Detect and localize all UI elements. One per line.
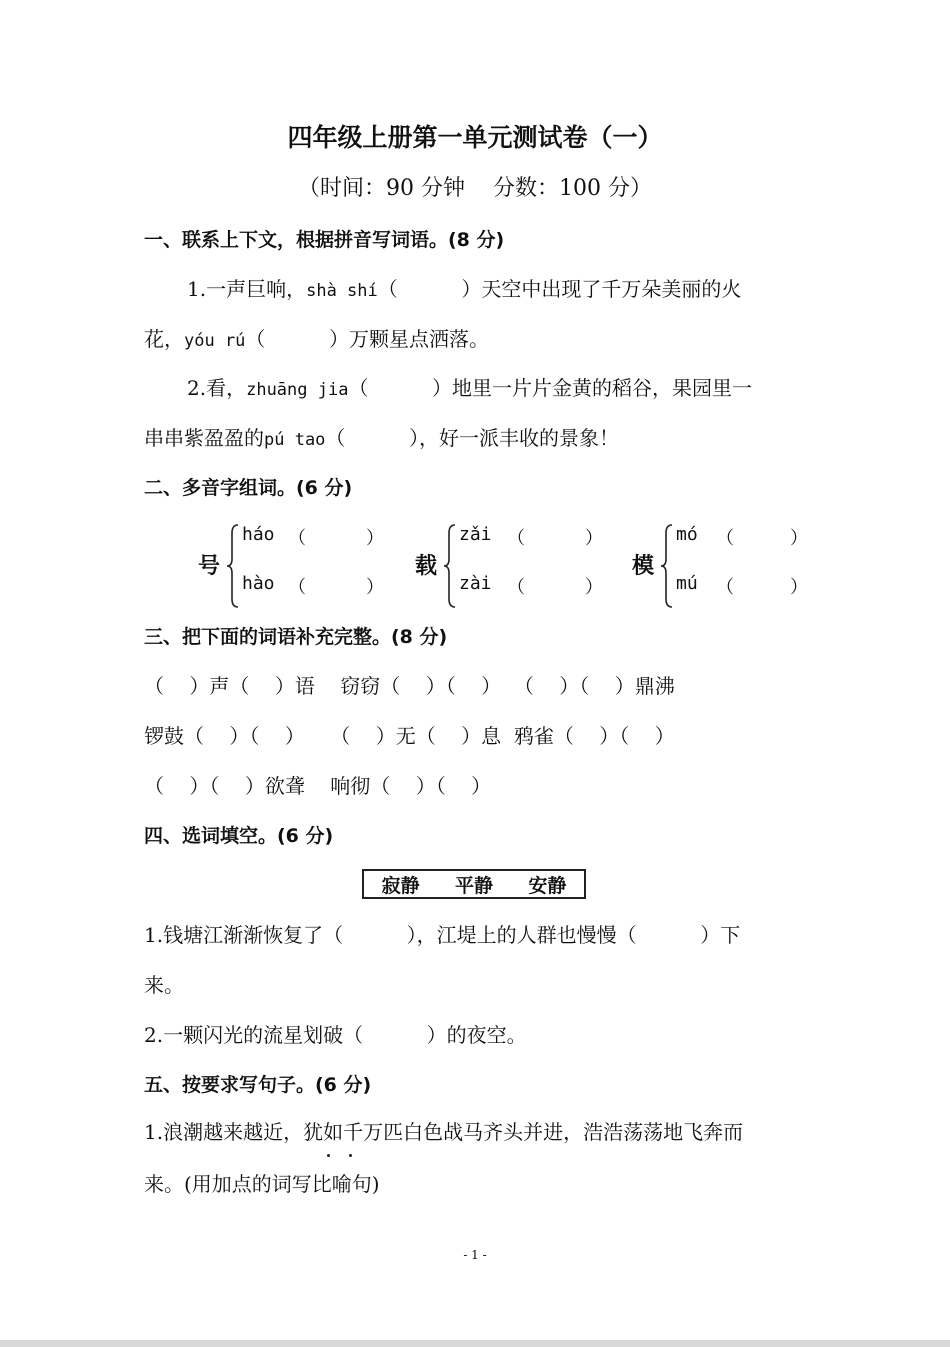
pinyin-zhuangjia: zhuāng jia [246, 380, 349, 400]
viewer-bottom-bar [0, 1340, 950, 1347]
section4-heading: 四、选词填空。(6 分) [144, 825, 334, 847]
polyphone-char: 载 [415, 554, 438, 579]
s4-q1-line2: 来。 [144, 973, 184, 997]
pinyin-putao: pú tao [264, 430, 326, 450]
section1-heading: 一、联系上下文，根据拼音写词语。(8 分) [144, 229, 505, 251]
s1-line4: 串串紫盈盈的pú tao（ ），好一派丰收的景象！ [144, 426, 619, 450]
word-choice: 寂静 [381, 874, 420, 897]
brace-icon [660, 523, 674, 609]
reading-2: zài [459, 573, 492, 594]
reading-2: mú [676, 573, 698, 594]
word-choice: 平静 [454, 874, 493, 897]
page-title: 四年级上册第一单元测试卷（一） [287, 123, 663, 152]
pinyin-shashi: shà shí [306, 281, 378, 301]
page-number: - 1 - [463, 1248, 487, 1262]
s1-line1: 1.一声巨响，shà shí（ ）天空中出现了千万朵美丽的火 [187, 277, 742, 301]
emphasis-dot [349, 1154, 352, 1157]
s3-line3: （ ）（ ）欲聋 响彻（ ）（ ） [144, 774, 492, 798]
polyphone-char: 模 [632, 554, 655, 579]
emphasis-dot [327, 1154, 330, 1157]
word-choice-box [362, 869, 586, 899]
brace-icon [443, 523, 457, 609]
worksheet-page: 四年级上册第一单元测试卷（一） （时间：90 分钟 分数：100 分） 一、联系上下文，根据拼音写词语。(8 分) 1.一声巨响，shà shí（ ）天空中出现了千万朵美丽的火 花，yóu rú（ ）万颗星点洒落。 2.看，zhuāng jia（ ）地里一片片金黄的稻谷，果园里一 串串紫盈盈的pú tao（ ），好一派丰收的景象！ 二、多音字组词。(6 分) 号 háo hào （ ） （ ） 载 zǎi zài （ ） （ ） 模 mó mú （ ） （ ） 三、把下面的词语补充完整。(8 分) （ ）声（ ）语 窃窃（ ）（ ） （ ）（ ）鼎沸 锣鼓（ ）（ ） （ ）无（ ）息 鸦雀（ ）（ ） （ ）（ ）欲聋 响彻（ ）（ ） 四、选词填空。(6 分) 寂静 平静 安静 1.钱塘江渐渐恢复了（ ），江堤上的人群也慢慢（ ）下 来。 2.一颗闪光的流星划破（ ）的夜空。 五、按要求写句子。(6 分) 1.浪潮越来越近，犹如千万匹白色战马齐头并进，浩浩荡荡地飞奔而 来。(用加点的词写比喻句) - 1 - [0, 0, 950, 1340]
s4-q1-line1: 1.钱塘江渐渐恢复了（ ），江堤上的人群也慢慢（ ）下 [144, 923, 741, 947]
reading-1: mó [676, 524, 698, 545]
page-subtitle: （时间：90 分钟 分数：100 分） [298, 176, 652, 201]
s3-line1: （ ）声（ ）语 窃窃（ ）（ ） （ ）（ ）鼎沸 [144, 674, 675, 698]
reading-2: hào [242, 573, 275, 594]
reading-1: háo [242, 524, 275, 545]
reading-1: zǎi [459, 524, 492, 545]
brace-icon [226, 523, 240, 609]
s5-q1-line2: 来。(用加点的词写比喻句) [144, 1172, 380, 1196]
section5-heading: 五、按要求写句子。(6 分) [144, 1074, 372, 1096]
s4-q2: 2.一颗闪光的流星划破（ ）的夜空。 [144, 1023, 527, 1047]
section2-heading: 二、多音字组词。(6 分) [144, 477, 353, 499]
word-choice: 安静 [528, 874, 567, 897]
pinyin-youru: yóu rú [184, 331, 246, 351]
polyphone-char: 号 [198, 554, 221, 579]
s5-q1-line1: 1.浪潮越来越近，犹如千万匹白色战马齐头并进，浩浩荡荡地飞奔而 [144, 1120, 744, 1144]
s1-line2: 花，yóu rú（ ）万颗星点洒落。 [144, 327, 489, 351]
section3-heading: 三、把下面的词语补充完整。(8 分) [144, 626, 448, 648]
s1-line3: 2.看，zhuāng jia（ ）地里一片片金黄的稻谷，果园里一 [187, 376, 753, 400]
s3-line2: 锣鼓（ ）（ ） （ ）无（ ）息 鸦雀（ ）（ ） [144, 724, 675, 748]
